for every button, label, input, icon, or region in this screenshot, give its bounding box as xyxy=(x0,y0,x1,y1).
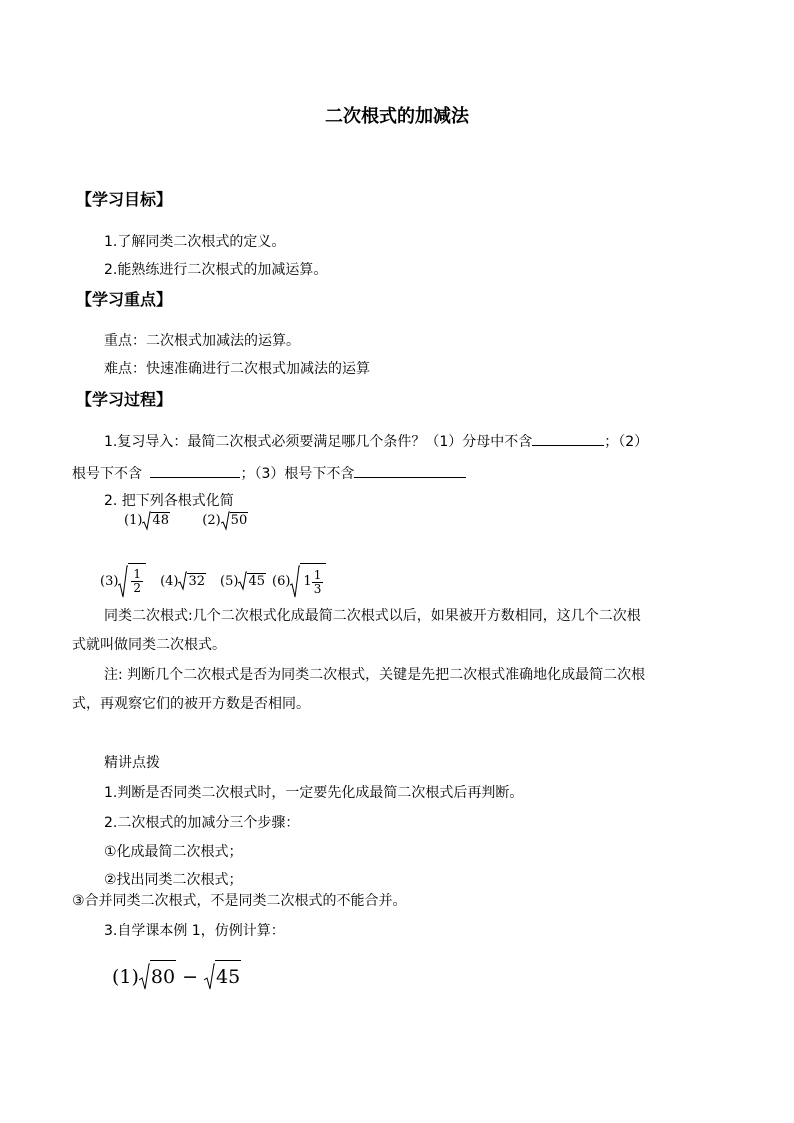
explain-heading: 精讲点拨 xyxy=(104,755,160,771)
definition-line-2: 式就叫做同类二次根式。 xyxy=(72,637,226,653)
goal-item-1: 1.了解同类二次根式的定义。 xyxy=(104,234,286,250)
note-line-1: 注: 判断几个二次根式是否为同类二次根式，关键是先把二次根式准确地化成最简二次根 xyxy=(104,667,646,683)
goals-heading: 【学习目标】 xyxy=(76,190,173,209)
radical-row-2 xyxy=(100,563,326,600)
radicand-50: 50 xyxy=(230,513,248,528)
radical-2-label: (2) xyxy=(202,513,221,528)
radical-6-label: (6) xyxy=(272,573,291,589)
step-3: ③合并同类二次根式，不是同类二次根式的不能合并。 xyxy=(72,893,407,909)
answer-blank-1[interactable] xyxy=(532,430,604,446)
example-label: (1) xyxy=(112,965,139,988)
sqrt-sign-icon xyxy=(118,565,128,599)
review-question-line-1 xyxy=(104,430,648,453)
sqrt-sign-icon xyxy=(204,963,215,991)
example-radical-a: 80 xyxy=(139,960,176,993)
review-text-2: ；（2） xyxy=(604,434,649,450)
sqrt-sign-icon xyxy=(221,511,230,531)
review-text-3: 根号下不含 xyxy=(72,466,142,482)
sqrt-sign-icon xyxy=(139,963,150,991)
radical-3 xyxy=(118,563,146,600)
radical-6: 1 $\frac{1}{3}$ xyxy=(290,563,326,600)
radical-4: 32 xyxy=(178,565,206,599)
radical-4-label: (4) xyxy=(160,573,179,589)
note-line-2: 式，再观察它们的被开方数是否相同。 xyxy=(72,696,310,712)
radical-1 xyxy=(142,510,170,532)
page-title: 二次根式的加减法 xyxy=(325,106,469,127)
sqrt-sign-icon xyxy=(290,565,300,599)
answer-blank-3[interactable] xyxy=(354,462,466,478)
radical-5-label: (5) xyxy=(220,573,239,589)
simplify-prompt: 2. 把下列各根式化简 xyxy=(104,493,234,509)
fraction-one-half: $\frac{1}{2}$ xyxy=(133,567,142,595)
goal-item-2: 2.能熟练进行二次根式的加减运算。 xyxy=(104,262,328,278)
key-point: 重点：二次根式加减法的运算。 xyxy=(104,333,300,349)
radicand-48: 48 xyxy=(152,513,169,528)
answer-blank-2[interactable] xyxy=(150,462,240,478)
radical-row-1 xyxy=(124,510,248,532)
explain-item-3: 3.自学课本例 1，仿例计算： xyxy=(104,923,285,939)
explain-item-2: 2.二次根式的加减分三个步骤： xyxy=(104,815,300,831)
fraction-one-third: $\frac{1}{3}$ xyxy=(313,567,322,596)
radical-3-label: (3) xyxy=(100,573,119,589)
example-expression xyxy=(112,960,241,993)
review-question-line-2 xyxy=(72,462,466,485)
radical-1-label: (1) xyxy=(124,513,143,528)
step-1: ①化成最简二次根式； xyxy=(104,844,243,860)
review-text-4: ；（3）根号下不含 xyxy=(240,466,355,482)
radical-2 xyxy=(221,510,249,532)
step-2: ②找出同类二次根式； xyxy=(104,872,243,888)
focus-heading: 【学习重点】 xyxy=(76,290,173,309)
definition-line-1: 同类二次根式:几个二次根式化成最简二次根式以后，如果被开方数相同，这几个二次根 xyxy=(104,608,641,624)
explain-item-1: 1.判断是否同类二次根式时，一定要先化成最简二次根式后再判断。 xyxy=(104,785,524,801)
radical-5: 45 xyxy=(238,565,266,599)
review-text-1: 1.复习导入：最简二次根式必须要满足哪几个条件？（1）分母中不含 xyxy=(104,434,533,450)
difficulty: 难点：快速准确进行二次根式加减法的运算 xyxy=(104,361,370,377)
minus-sign: − xyxy=(182,965,199,988)
example-radical-b: 45 xyxy=(204,960,241,993)
process-heading: 【学习过程】 xyxy=(76,390,173,409)
